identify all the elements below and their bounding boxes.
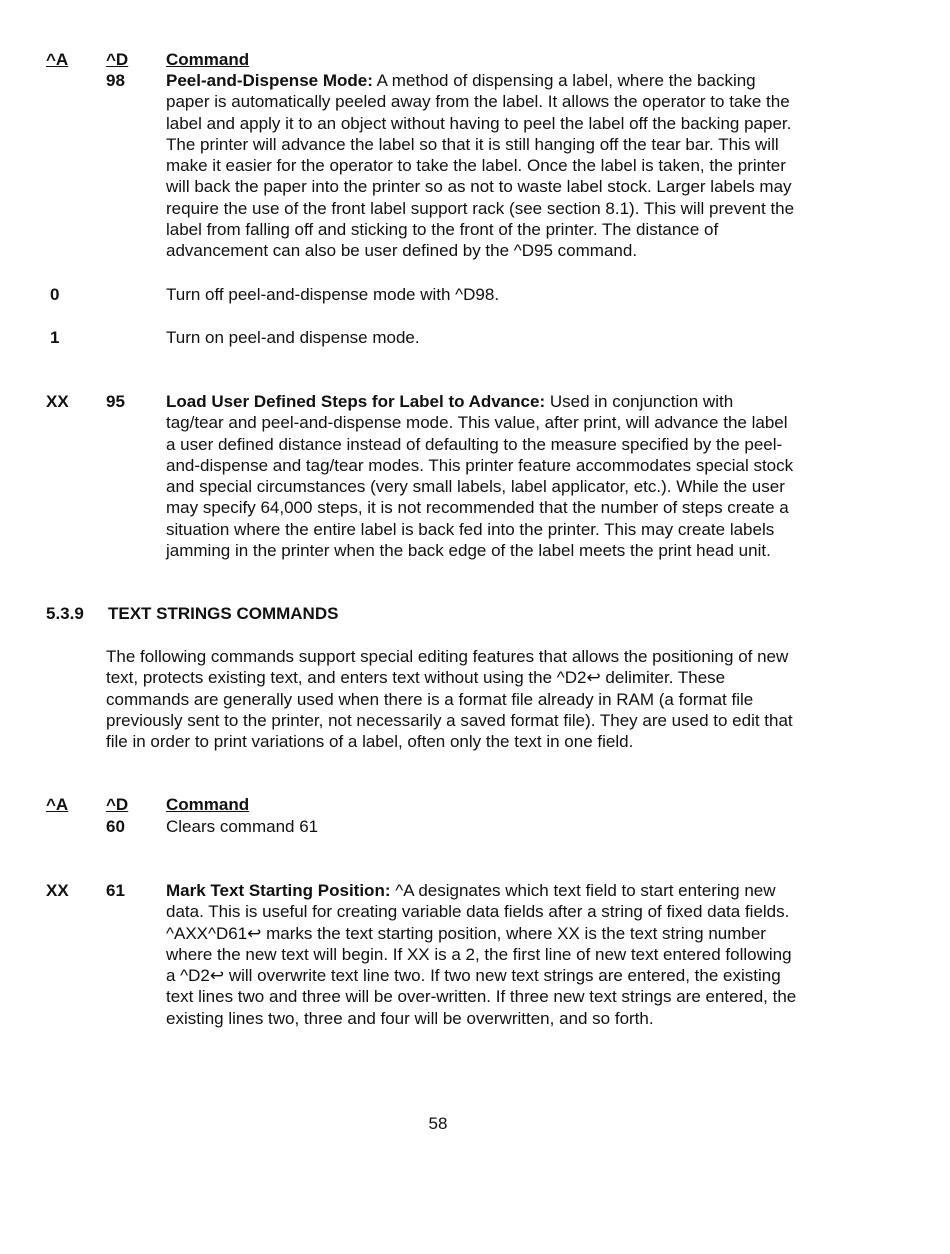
option-value: 0: [50, 285, 60, 304]
description-line: and special circumstances (very small labels, label applicator, etc.). While the user: [166, 477, 785, 497]
description-line: situation where the entire label is back fed into the printer. This may create labels: [166, 519, 775, 539]
description-line: The printer will advance the label so that it is still hanging off the tear bar. This will: [166, 134, 779, 154]
command-description: [166, 391, 862, 561]
paragraph-line: text, protects existing text, and enters text without using the ^D2↩ delimiter. These: [106, 668, 726, 688]
command-d-code: 61: [106, 881, 125, 900]
command-a-code: XX: [46, 881, 69, 900]
paragraph-line: The following commands support special editing features that allows the positioning of new: [106, 647, 789, 666]
command-description: Clears command 61: [166, 817, 319, 836]
description-line: existing lines two, three and four will be overwritten, and so forth.: [166, 1008, 654, 1028]
description-line: data. This is useful for creating variable data fields after a string of fixed data fields.: [166, 902, 790, 922]
command-d-code: 95: [106, 392, 125, 411]
column-header-a: ^A: [46, 795, 69, 814]
description-line: A method of dispensing a label, where the backing: [372, 71, 756, 90]
command-d-code: 98: [106, 71, 125, 90]
description-line: label from falling off and sticking to the front of the printer. The distance of: [166, 220, 719, 240]
command-description: [166, 880, 862, 1029]
description-line: will back the paper into the printer so as not to waste label stock. Larger labels may: [166, 177, 792, 197]
description-line: jamming in the printer when the back edge of the label meets the print head unit.: [166, 541, 771, 561]
command-title: Mark Text Starting Position:: [166, 881, 391, 900]
command-a-code: XX: [46, 392, 69, 411]
description-line: make it easier for the operator to take the label. Once the label is taken, the printer: [166, 156, 786, 176]
paragraph-line: file in order to print variations of a label, often only the text in one field.: [106, 732, 634, 752]
description-line: tag/tear and peel-and-dispense mode. This value, after print, will advance the label: [166, 413, 788, 433]
description-line: and-dispense and tag/tear modes. This printer feature accommodates special stock: [166, 455, 794, 475]
description-line: paper is automatically peeled away from the label. It allows the operator to take the: [166, 92, 790, 112]
description-line: require the use of the front label support rack (see section 8.1). This will prevent the: [166, 198, 795, 218]
section-title: TEXT STRINGS COMMANDS: [108, 604, 339, 623]
description-line: Used in conjunction with: [545, 392, 734, 411]
description-line: label and apply it to an object without having to peel the label off the backing paper.: [166, 113, 792, 133]
description-line: a ^D2↩ will overwrite text line two. If two new text strings are entered, the existing: [166, 966, 781, 986]
column-header-d: ^D: [106, 50, 129, 69]
command-description: [166, 70, 862, 262]
command-d-code: 60: [106, 817, 125, 836]
description-line: text lines two and three will be over-written. If three new text strings are entered, the: [166, 987, 797, 1007]
column-header-d: ^D: [106, 795, 129, 814]
paragraph-line: previously sent to the printer, not necessarily a saved format file). They are used to edit that: [106, 710, 793, 730]
description-line: ^AXX^D61↩ marks the text starting position, where XX is the text string number: [166, 923, 766, 943]
option-value: 1: [50, 328, 60, 347]
description-line: a user defined distance instead of defaulting to the measure specified by the peel-: [166, 434, 783, 454]
paragraph-line: commands are generally used when there is a format file already in RAM (a format file: [106, 689, 754, 709]
option-description: Turn on peel-and dispense mode.: [166, 328, 420, 347]
description-line: where the new text will begin. If XX is a 2, the first line of new text entered following: [166, 944, 792, 964]
paragraph-body: [106, 646, 862, 752]
description-line: may specify 64,000 steps, it is not recommended that the number of steps create a: [166, 498, 789, 518]
description-line: advancement can also be user defined by the ^D95 command.: [166, 241, 638, 261]
command-title: Load User Defined Steps for Label to Advance:: [166, 392, 546, 411]
column-header-command: Command: [166, 795, 250, 814]
option-description: Turn off peel-and-dispense mode with ^D98.: [166, 285, 500, 304]
section-number: 5.3.9: [46, 604, 84, 623]
description-line: ^A designates which text field to start entering new: [390, 881, 776, 900]
column-header-command: Command: [166, 50, 250, 69]
page-number: 58: [428, 1114, 448, 1133]
command-title: Peel-and-Dispense Mode:: [166, 71, 373, 90]
column-header-a: ^A: [46, 50, 69, 69]
